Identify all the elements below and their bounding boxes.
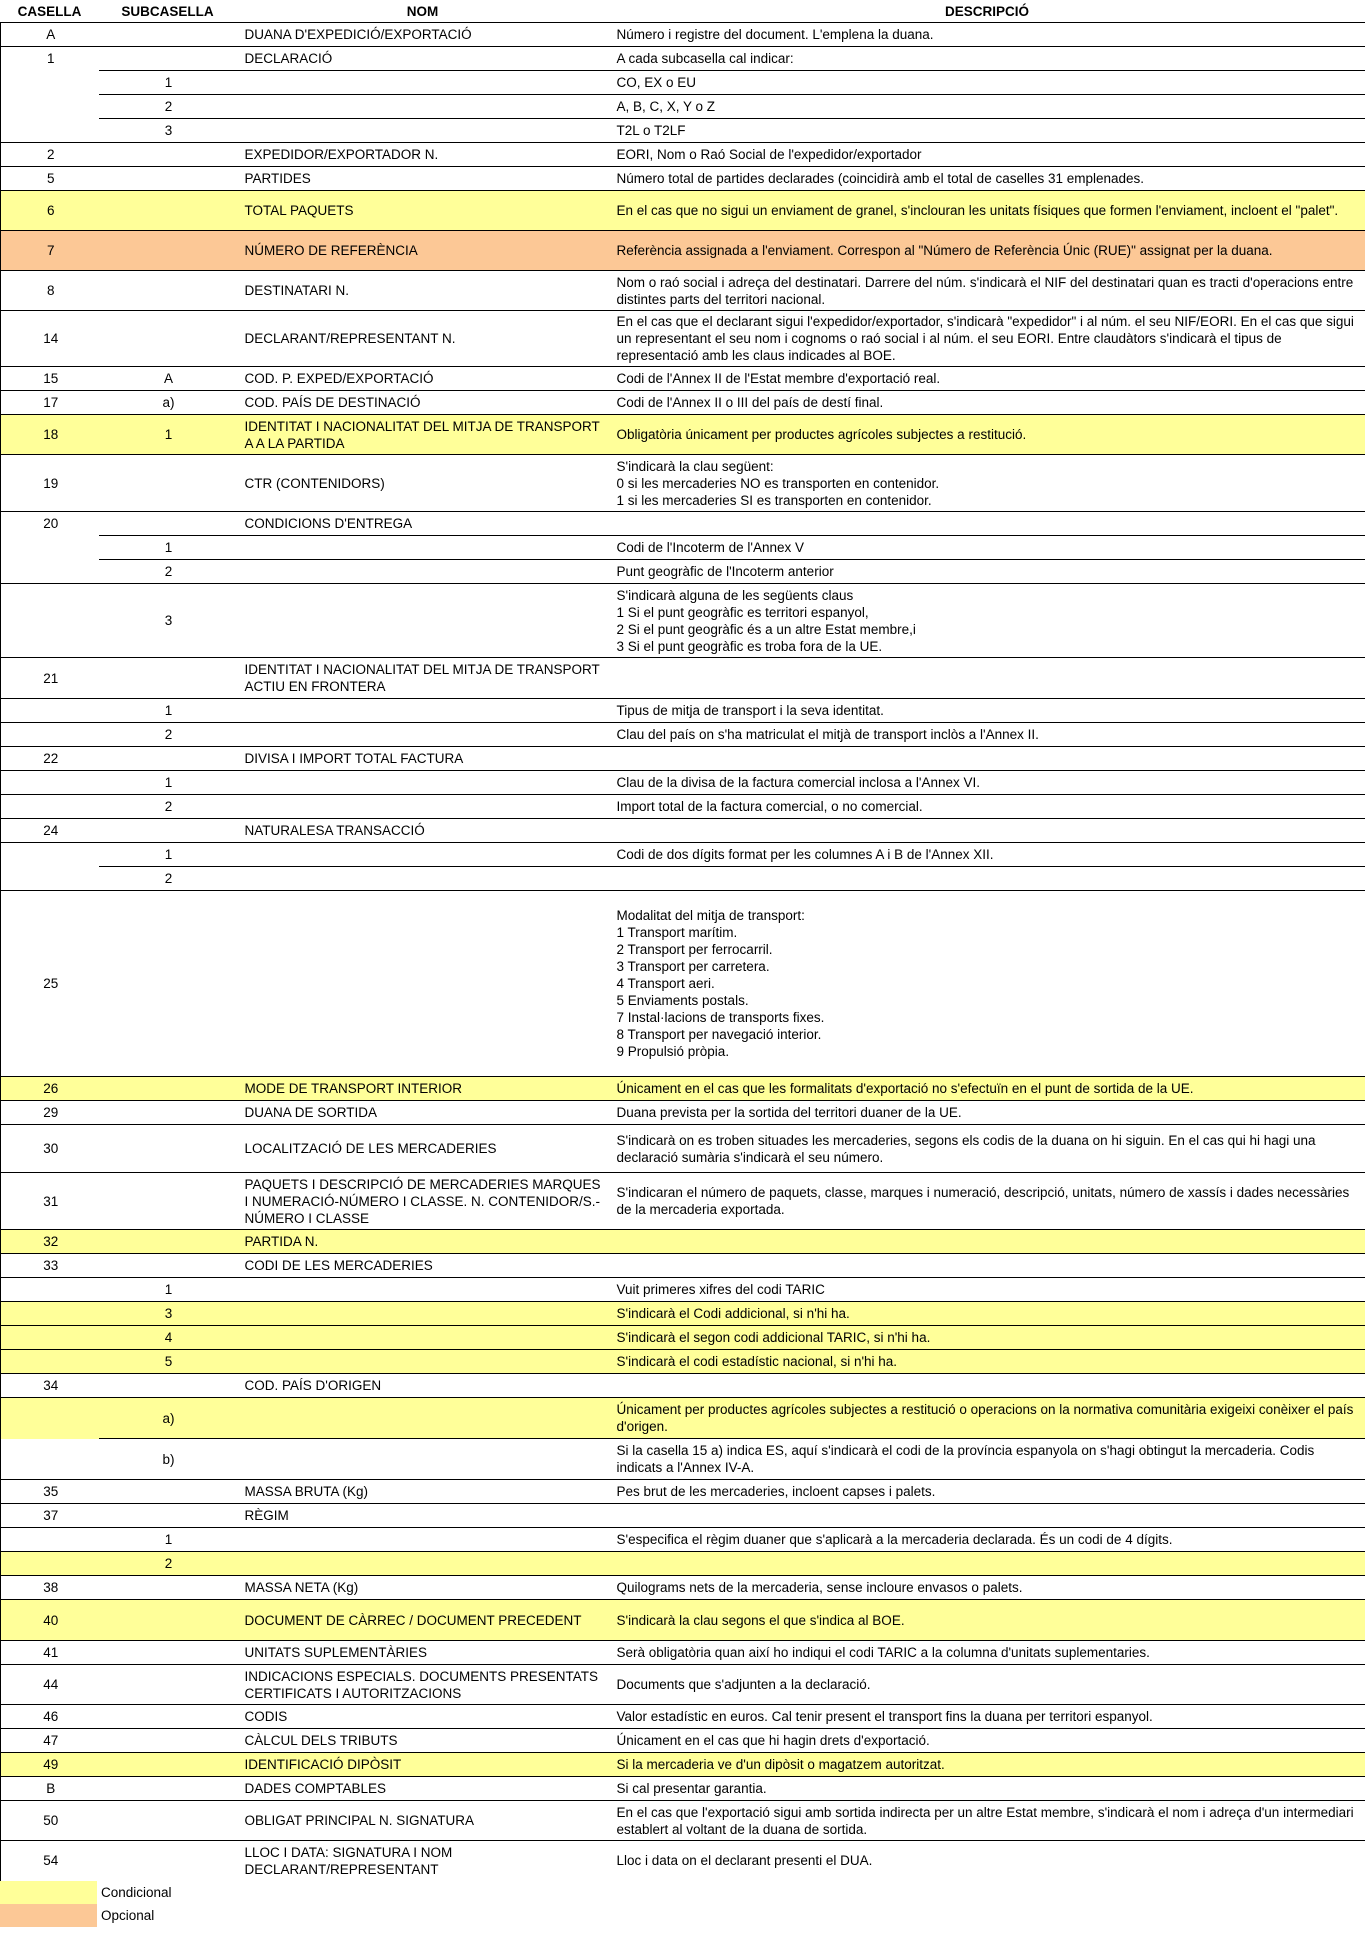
nom-cell: [237, 843, 609, 867]
table-row: [1, 723, 1365, 747]
nom-cell: OBLIGAT PRINCIPAL N. SIGNATURA: [244, 1813, 475, 1828]
subcasella-cell: [99, 819, 237, 843]
table-row: [1, 455, 1365, 512]
nom-cell: EXPEDIDOR/EXPORTADOR N.: [244, 147, 439, 162]
casella-cell: [1, 1552, 99, 1576]
table-row: [1, 584, 1365, 658]
legend-label: Opcional: [101, 1907, 155, 1923]
descripcio-cell: Clau del país on s'ha matriculat el mitjà de transport inclòs a l'Annex II.: [616, 727, 1039, 742]
nom-cell: [237, 1552, 609, 1576]
descripcio-cell: [609, 819, 1365, 843]
nom-cell: [237, 1278, 609, 1302]
subcasella-cell: 3: [99, 119, 237, 143]
nom-cell: IDENTITAT I NACIONALITAT DEL MITJA DE TRANSPORT ACTIU EN FRONTERA: [244, 662, 600, 694]
table-row: [1, 1600, 1365, 1641]
table-row: [1, 1350, 1365, 1374]
subcasella-cell: 2: [99, 1552, 237, 1576]
subcasella-cell: [99, 1504, 237, 1528]
table-row: [1, 891, 1365, 1077]
nom-cell: DESTINATARI N.: [244, 283, 350, 298]
table-row: [1, 1801, 1365, 1841]
casella-cell: 8: [46, 283, 55, 298]
subcasella-cell: 1: [164, 775, 173, 790]
subcasella-cell: 2: [164, 799, 173, 814]
table-row: [1, 1326, 1365, 1350]
nom-cell: PARTIDA N.: [237, 1230, 609, 1254]
table-row: [1, 1254, 1365, 1278]
casella-cell: [1, 584, 99, 658]
descripcio-cell: S'indicarà on es troben situades les mercaderies, segons els codis de la duana on hi siguin. En el cas qui hi hagi una declaració sumària s'indicarà el seu número.: [616, 1132, 1316, 1165]
casella-cell: [1, 560, 99, 584]
descripcio-cell: [609, 747, 1365, 771]
subcasella-cell: [99, 1374, 237, 1398]
subcasella-cell: 5: [99, 1350, 237, 1374]
subcasella-cell: [99, 747, 237, 771]
subcasella-cell: [99, 1101, 237, 1125]
descripcio-cell: [609, 1504, 1365, 1528]
descripcio-cell: Duana prevista per la sortida del territori duaner de la UE.: [616, 1105, 962, 1120]
subcasella-cell: a): [99, 1398, 237, 1439]
subcasella-cell: 1: [164, 1282, 173, 1297]
nom-cell: CODIS: [244, 1709, 288, 1724]
subcasella-cell: [99, 167, 237, 191]
descripcio-cell: Pes brut de les mercaderies, incloent capses i palets.: [616, 1484, 936, 1499]
descripcio-cell: Punt geogràfic de l'Incoterm anterior: [609, 560, 1365, 584]
descripcio-cell: Únicament per productes agrícoles subjectes a restitució o operacions on la normativa comunitària exigeixi conèixer el país d'origen.: [609, 1398, 1365, 1439]
subcasella-cell: b): [99, 1439, 237, 1480]
nom-cell: CÀLCUL DELS TRIBUTS: [244, 1733, 398, 1748]
subcasella-cell: [99, 1665, 237, 1705]
table-row: [1, 1576, 1365, 1600]
casella-cell: [1, 723, 99, 747]
table-row: [1, 819, 1365, 843]
table-row: [1, 867, 1365, 891]
nom-cell: PARTIDES: [244, 171, 311, 186]
table-row: [1, 1504, 1365, 1528]
table-row: [1, 1841, 1365, 1881]
descripcio-cell: Import total de la factura comercial, o no comercial.: [616, 799, 923, 814]
table-row: [1, 1230, 1365, 1254]
descripcio-cell: Si cal presentar garantia.: [616, 1781, 767, 1796]
subcasella-cell: [99, 1729, 237, 1753]
casella-cell: [1, 1398, 99, 1439]
legend-label: Condicional: [101, 1884, 172, 1900]
descripcio-cell: Tipus de mitja de transport i la seva identitat.: [616, 703, 884, 718]
subcasella-cell: 1: [99, 71, 237, 95]
subcasella-cell: 1: [99, 415, 237, 455]
casella-cell: [1, 1439, 99, 1480]
table-row: [1, 1398, 1365, 1439]
subcasella-cell: [99, 1254, 237, 1278]
subcasella-cell: [99, 1173, 237, 1230]
descripcio-cell: Codi de dos dígits format per les columnes A i B de l'Annex XII.: [616, 847, 994, 862]
descripcio-cell: Valor estadístic en euros. Cal tenir present el transport fins la duana per territori espanyol.: [616, 1709, 1153, 1724]
subcasella-cell: [99, 1641, 237, 1665]
nom-cell: [237, 723, 609, 747]
casella-cell: 15: [43, 371, 59, 386]
nom-cell: [237, 1398, 609, 1439]
subcasella-cell: 3: [99, 1302, 237, 1326]
casella-cell: A: [46, 27, 56, 42]
table-body: [1, 23, 1365, 1881]
subcasella-cell: [99, 143, 237, 167]
nom-cell: RÈGIM: [244, 1508, 289, 1523]
table-row: [1, 843, 1365, 867]
nom-cell: [237, 1528, 609, 1552]
descripcio-cell: Codi de l'Annex II o III del país de destí final.: [616, 395, 884, 410]
descripcio-cell: S'indicarà alguna de les següents claus 1 Si el punt geogràfic es territori espanyol, 2 Si el punt geogràfic és a un altre Estat membre,i 3 Si el punt geogràfic es troba fora de la UE.: [616, 587, 916, 654]
table-row: [1, 747, 1365, 771]
descripcio-cell: Lloc i data on el declarant presenti el DUA.: [616, 1853, 873, 1869]
nom-cell: [237, 536, 609, 560]
header-descripcio: DESCRIPCIÓ: [944, 3, 1029, 19]
subcasella-cell: 1: [164, 847, 173, 862]
table-row: [1, 1705, 1365, 1729]
casella-cell: 20: [43, 516, 59, 532]
table-row: [1, 1665, 1365, 1705]
descripcio-cell: Número i registre del document. L'emplena la duana.: [616, 27, 934, 42]
descripcio-cell: [609, 658, 1365, 699]
casella-cell: 17: [43, 395, 59, 410]
descripcio-cell: Si la mercaderia ve d'un dipòsit o magatzem autoritzat.: [609, 1753, 1365, 1777]
nom-cell: COD. PAÍS DE DESTINACIÓ: [244, 395, 421, 410]
casella-cell: [1, 1302, 99, 1326]
table-row: [1, 1101, 1365, 1125]
casella-cell: [1, 1350, 99, 1374]
table-row: [1, 1173, 1365, 1230]
nom-cell: DADES COMPTABLES: [244, 1781, 387, 1796]
casella-cell: 35: [43, 1484, 59, 1499]
nom-cell: [237, 699, 609, 723]
subcasella-cell: [99, 1777, 237, 1801]
descripcio-cell: Número total de partides declarades (coincidirà amb el total de caselles 31 emplenades.: [616, 171, 1145, 186]
descripcio-cell: Nom o raó social i adreça del destinatari. Darrere del núm. s'indicarà el NIF del destinatari quan es tracti d'operacions entre distintes parts del territori nacional.: [616, 274, 1354, 307]
table-row: [1, 658, 1365, 699]
table-row: [1, 1278, 1365, 1302]
nom-cell: [237, 891, 609, 1077]
casella-cell: 32: [1, 1230, 99, 1254]
nom-cell: [237, 1350, 609, 1374]
subcasella-cell: [99, 311, 237, 367]
table-row: [1, 536, 1365, 560]
legend-item: [0, 1881, 1365, 1904]
casella-cell: 33: [43, 1258, 59, 1273]
casella-cell: 18: [1, 415, 99, 455]
table-row: [1, 231, 1365, 271]
table-row: [1, 1439, 1365, 1480]
casella-cell: 21: [43, 670, 59, 686]
descripcio-cell: En el cas que no sigui un enviament de granel, s'inclouran les unitats físiques que formen l'enviament, incloent el "palet".: [609, 191, 1365, 231]
table-row: [1, 71, 1365, 95]
descripcio-cell: S'indicarà el Codi addicional, si n'hi ha.: [609, 1302, 1365, 1326]
nom-cell: CTR (CONTENIDORS): [244, 475, 385, 491]
nom-cell: IDENTITAT I NACIONALITAT DEL MITJA DE TRANSPORT A A LA PARTIDA: [237, 415, 609, 455]
nom-cell: [237, 71, 609, 95]
casella-cell: [1, 119, 99, 143]
subcasella-cell: 3: [164, 613, 173, 628]
subcasella-cell: [99, 191, 237, 231]
nom-cell: DECLARACIÓ: [244, 51, 333, 66]
descripcio-cell: En el cas que el declarant sigui l'expedidor/exportador, s'indicarà "expedidor" i al núm. el seu NIF/EORI. En el cas que sigui un representant el seu nom i cognoms o raó social i al núm. el seu EORI. Entre claudàtors s'indicarà el tipus de representació amb les claus indicades al BOE.: [616, 314, 1354, 363]
descripcio-cell: T2L o T2LF: [609, 119, 1365, 143]
subcasella-cell: [99, 1600, 237, 1641]
nom-cell: DUANA DE SORTIDA: [244, 1105, 378, 1120]
casella-cell: B: [46, 1781, 56, 1796]
casella-cell: 30: [43, 1141, 59, 1156]
descripcio-cell: [609, 867, 1365, 891]
casella-cell: 29: [43, 1105, 59, 1120]
descripcio-cell: Vuit primeres xifres del codi TARIC: [616, 1282, 825, 1297]
nom-cell: CONDICIONS D'ENTREGA: [244, 516, 413, 531]
casella-cell: 44: [43, 1677, 59, 1692]
nom-cell: COD. P. EXPED/EXPORTACIÓ: [244, 371, 434, 386]
descripcio-cell: S'indicarà el segon codi addicional TARIC, si n'hi ha.: [609, 1326, 1365, 1350]
subcasella-cell: [99, 1753, 237, 1777]
nom-cell: DECLARANT/REPRESENTANT N.: [244, 331, 456, 346]
subcasella-cell: [99, 891, 237, 1077]
nom-cell: LOCALITZACIÓ DE LES MERCADERIES: [244, 1141, 497, 1156]
table-row: [1, 143, 1365, 167]
subcasella-cell: a): [162, 395, 175, 410]
casella-cell: 14: [43, 331, 59, 346]
casella-cell: 25: [43, 976, 59, 991]
casella-cell: 46: [43, 1709, 59, 1724]
nom-cell: [237, 1439, 609, 1480]
casella-cell: 49: [1, 1753, 99, 1777]
casella-cell: [1, 867, 99, 891]
casella-cell: 37: [43, 1508, 59, 1523]
subcasella-cell: 1: [99, 536, 237, 560]
nom-cell: NÚMERO DE REFERÈNCIA: [237, 231, 609, 271]
table-row: [1, 1302, 1365, 1326]
subcasella-cell: 2: [164, 727, 173, 742]
descripcio-cell: En el cas que l'exportació sigui amb sortida indirecta per un altre Estat membre, s'indicarà el nom i adreça d'un intermediari establert al voltant de la duana de sortida.: [616, 1804, 1354, 1837]
nom-cell: COD. PAÍS D'ORIGEN: [244, 1378, 382, 1393]
nom-cell: MASSA NETA (Kg): [244, 1580, 359, 1595]
subcasella-cell: 2: [99, 560, 237, 584]
subcasella-cell: [99, 455, 237, 512]
subcasella-cell: [99, 1125, 237, 1173]
subcasella-cell: [99, 1705, 237, 1729]
casella-cell: [1, 795, 99, 819]
descripcio-cell: [609, 1254, 1365, 1278]
descripcio-cell: Serà obligatòria quan així ho indiqui el codi TARIC a la columna d'unitats suplementaries.: [616, 1645, 1150, 1660]
nom-cell: [237, 584, 609, 658]
casella-cell: 38: [43, 1580, 59, 1595]
nom-cell: [237, 119, 609, 143]
casella-cell: 41: [43, 1645, 59, 1660]
table-row: [1, 1641, 1365, 1665]
casella-cell: 34: [43, 1378, 59, 1393]
casella-cell: [1, 771, 99, 795]
header-nom: NOM: [406, 3, 439, 19]
descripcio-cell: [609, 1552, 1365, 1576]
casella-cell: 6: [1, 191, 99, 231]
casella-cell: [1, 699, 99, 723]
subcasella-cell: A: [163, 371, 173, 386]
descripcio-cell: Codi de l'Incoterm de l'Annex V: [609, 536, 1365, 560]
table-row: [1, 191, 1365, 231]
table-row: [1, 1374, 1365, 1398]
table-row: [1, 95, 1365, 119]
nom-cell: NATURALESA TRANSACCIÓ: [244, 823, 425, 838]
casella-cell: [1, 95, 99, 119]
nom-cell: CODI DE LES MERCADERIES: [244, 1258, 433, 1273]
casella-cell: 47: [43, 1733, 59, 1748]
descripcio-cell: S'indicarà la clau segons el que s'indica al BOE.: [609, 1600, 1365, 1641]
casella-cell: 24: [43, 823, 59, 838]
subcasella-cell: [99, 1480, 237, 1504]
descripcio-cell: A cada subcasella cal indicar:: [616, 51, 794, 66]
nom-cell: MODE DE TRANSPORT INTERIOR: [237, 1077, 609, 1101]
descripcio-cell: Clau de la divisa de la factura comercial inclosa a l'Annex VI.: [616, 775, 981, 790]
subcasella-cell: 2: [99, 95, 237, 119]
table-row: [1, 271, 1365, 311]
nom-cell: DIVISA I IMPORT TOTAL FACTURA: [244, 751, 464, 766]
casella-cell: 31: [43, 1193, 59, 1209]
table-row: [1, 1077, 1365, 1101]
legend-swatch: [0, 1904, 97, 1927]
descripcio-cell: Únicament en el cas que hi hagin drets d'exportació.: [616, 1733, 930, 1748]
casella-cell: 7: [1, 231, 99, 271]
table-row: [1, 167, 1365, 191]
subcasella-cell: [99, 658, 237, 699]
subcasella-cell: [99, 231, 237, 271]
descripcio-cell: Documents que s'adjunten a la declaració.: [616, 1677, 871, 1692]
nom-cell: PAQUETS I DESCRIPCIÓ DE MERCADERIES MARQUES I NUMERACIÓ-NÚMERO I CLASSE. N. CONTENIDOR/S.-NÚMERO I CLASSE: [244, 1176, 601, 1226]
table-row: [1, 795, 1365, 819]
casella-cell: 50: [43, 1813, 59, 1828]
nom-cell: IDENTIFICACIÓ DIPÒSIT: [237, 1753, 609, 1777]
casella-cell: 19: [43, 475, 59, 491]
descripcio-cell: S'indicarà la clau següent: 0 si les mercaderies NO es transporten en contenidor. 1 si les mercaderies SI es transporten en contenidor.: [616, 458, 940, 508]
table-row: [1, 1480, 1365, 1504]
nom-cell: INDICACIONS ESPECIALS. DOCUMENTS PRESENTATS CERTIFICATS I AUTORITZACIONS: [244, 1668, 599, 1701]
descripcio-cell: CO, EX o EU: [609, 71, 1365, 95]
table-row: [1, 1753, 1365, 1777]
descripcio-cell: Referència assignada a l'enviament. Correspon al "Número de Referència Únic (RUE)" assignat per la duana.: [609, 231, 1365, 271]
table-row: [1, 699, 1365, 723]
table-row: [1, 1777, 1365, 1801]
nom-cell: TOTAL PAQUETS: [237, 191, 609, 231]
casella-cell: [1, 843, 99, 867]
casella-cell: [1, 536, 99, 560]
casella-cell: 26: [1, 1077, 99, 1101]
subcasella-cell: 1: [164, 703, 173, 718]
nom-cell: [237, 867, 609, 891]
nom-cell: [237, 795, 609, 819]
nom-cell: MASSA BRUTA (Kg): [244, 1484, 369, 1499]
casella-cell: 40: [1, 1600, 99, 1641]
casella-cell: 2: [46, 147, 55, 162]
subcasella-cell: 2: [99, 867, 237, 891]
descripcio-cell: [609, 1374, 1365, 1398]
descripcio-cell: A, B, C, X, Y o Z: [609, 95, 1365, 119]
casella-cell: [1, 1326, 99, 1350]
legend-swatch: [0, 1881, 97, 1904]
casella-cell: 54: [43, 1853, 59, 1869]
subcasella-cell: [99, 47, 237, 71]
table-row: [1, 311, 1365, 367]
nom-cell: LLOC I DATA: SIGNATURA I NOM DECLARANT/REPRESENTANT: [244, 1844, 453, 1877]
descripcio-cell: S'especifica el règim duaner que s'aplicarà a la mercaderia declarada. És un codi de 4 dígits.: [616, 1532, 1173, 1547]
casella-cell: [1, 71, 99, 95]
header-row: [1, 0, 1365, 23]
descripcio-cell: Obligatòria únicament per productes agrícoles subjectes a restitució.: [609, 415, 1365, 455]
table-row: [1, 1125, 1365, 1173]
table-row: [1, 560, 1365, 584]
descripcio-cell: Modalitat del mitja de transport: 1 Transport marítim. 2 Transport per ferrocarril. 3 Transport per carretera. 4 Transport aeri. 5 Enviaments postals. 7 Instal·lacions de transports fixes. 8 Transport per navegació interior. 9 Propulsió pròpia.: [616, 908, 825, 1059]
table-row: [1, 1729, 1365, 1753]
descripcio-cell: Si la casella 15 a) indica ES, aquí s'indicarà el codi de la província espanyola on s'hagi obtingut la mercaderia. Codis indicats a l'Annex IV-A.: [609, 1439, 1365, 1480]
table-row: [1, 1552, 1365, 1576]
subcasella-cell: [99, 1077, 237, 1101]
subcasella-cell: [99, 1230, 237, 1254]
table-row: [1, 23, 1365, 47]
nom-cell: UNITATS SUPLEMENTÀRIES: [244, 1645, 428, 1660]
casella-cell: 22: [43, 751, 59, 766]
table-row: [1, 415, 1365, 455]
nom-cell: DOCUMENT DE CÀRREC / DOCUMENT PRECEDENT: [237, 1600, 609, 1641]
subcasella-cell: [99, 512, 237, 536]
header-casella: CASELLA: [17, 3, 82, 19]
table-row: [1, 47, 1365, 71]
nom-cell: [237, 560, 609, 584]
table-row: [1, 367, 1365, 391]
descripcio-cell: Quilograms nets de la mercaderia, sense incloure envasos o palets.: [616, 1580, 1023, 1595]
descripcio-cell: S'indicarà el codi estadístic nacional, si n'hi ha.: [609, 1350, 1365, 1374]
casella-cell: 5: [46, 171, 55, 186]
nom-cell: DUANA D'EXPEDICIÓ/EXPORTACIÓ: [244, 27, 472, 42]
legend-item: [0, 1904, 1365, 1927]
table-row: [1, 391, 1365, 415]
descripcio-cell: S'indicaran el número de paquets, classe, marques i numeració, descripció, unitats, número de xassís i dades necessàries de la mercaderia exportada.: [616, 1185, 1350, 1217]
casella-cell: [1, 1278, 99, 1302]
descripcio-cell: [609, 512, 1365, 536]
descripcio-cell: Únicament en el cas que les formalitats d'exportació no s'efectuïn en el punt de sortida de la UE.: [609, 1077, 1365, 1101]
table-row: [1, 1528, 1365, 1552]
casella-cell: [1, 1528, 99, 1552]
casella-cell: 1: [46, 51, 55, 67]
subcasella-cell: [99, 271, 237, 311]
nom-cell: [237, 771, 609, 795]
subcasella-cell: 1: [164, 1532, 173, 1547]
subcasella-cell: [99, 23, 237, 47]
nom-cell: [237, 1326, 609, 1350]
descripcio-cell: Codi de l'Annex II de l'Estat membre d'exportació real.: [616, 371, 941, 386]
table-row: [1, 119, 1365, 143]
descripcio-cell: [609, 1230, 1365, 1254]
nom-cell: [237, 1302, 609, 1326]
subcasella-cell: 4: [99, 1326, 237, 1350]
subcasella-cell: [99, 1841, 237, 1881]
subcasella-cell: [99, 1801, 237, 1841]
subcasella-cell: [99, 1576, 237, 1600]
nom-cell: [237, 95, 609, 119]
table-row: [1, 771, 1365, 795]
table-row: [1, 512, 1365, 536]
legend: [0, 1881, 1365, 1927]
header-subcasella: SUBCASELLA: [121, 3, 214, 19]
descripcio-cell: EORI, Nom o Raó Social de l'expedidor/exportador: [616, 147, 922, 162]
